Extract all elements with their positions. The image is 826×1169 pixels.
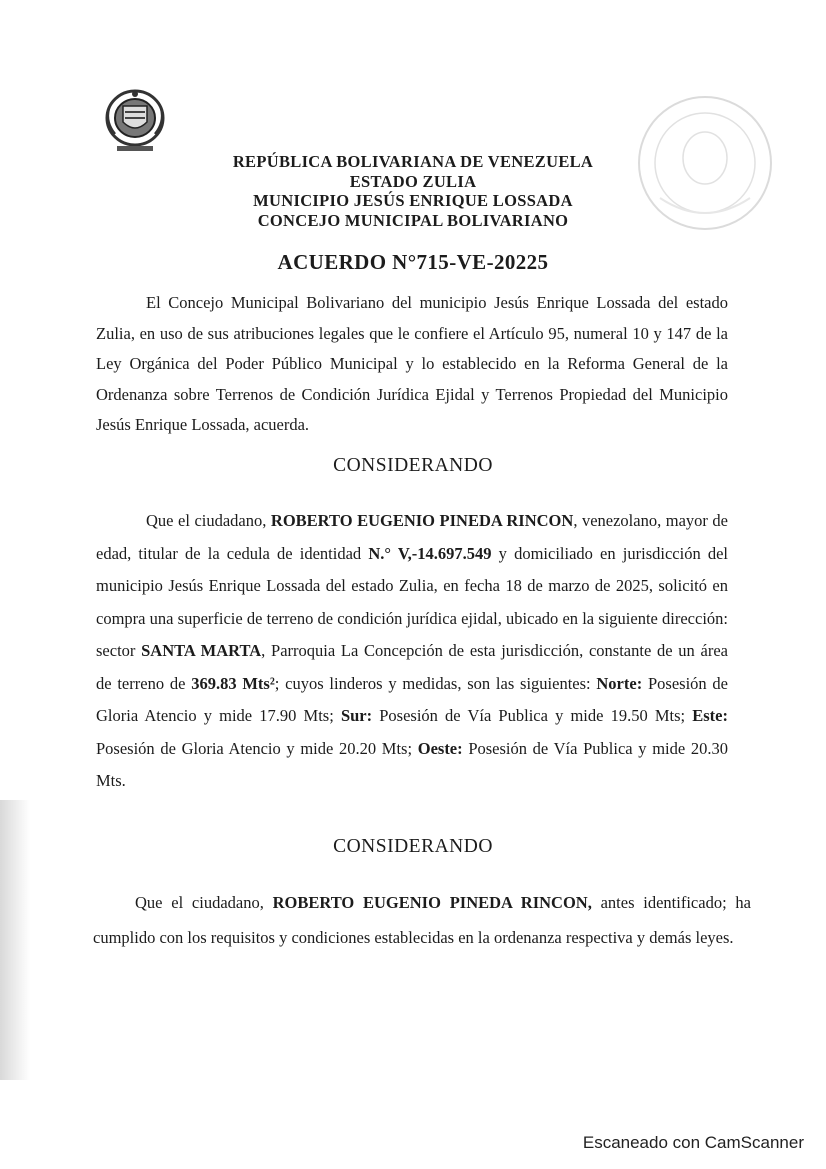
intro-text: El Concejo Municipal Bolivariano del municipio Jesús Enrique Lossada del estado Zulia, en uso de sus atribuciones legales que le confiere el Artículo 95, numeral 10 y 147 de la Ley Orgánica del Poder Público Municipal y lo establecido en la Reforma General de la Ordenanza sobre Terrenos de Condición Jurídica Ejidal y Terrenos Propiedad del Municipio Jesús Enrique Lossada, acuerda. (96, 293, 728, 434)
c1-norte-label: Norte: (596, 673, 643, 693)
c2-citizen-name: ROBERTO EUGENIO PINEDA RINCON, (272, 893, 592, 912)
c1-oeste-label: Oeste: (417, 738, 463, 758)
intro-paragraph (96, 288, 728, 441)
c1-text-2: , venezolano, mayor de edad, titular de la cedula de identidad (96, 511, 728, 563)
header-republic: REPÚBLICA BOLIVARIANA DE VENEZUELA (232, 152, 594, 171)
c1-sector: SANTA MARTA (141, 641, 262, 660)
c1-norte: Posesión de Gloria Atencio y mide 17.90 Mts; (96, 673, 728, 725)
c1-text-3: y domiciliado en jurisdicción del municipio Jesús Enrique Lossada del estado Zulia, en fecha 18 de marzo de 2025, solicitó en compra una superficie de terreno de condición jurídica ejidal, ubicado en la siguiente dirección: sector (96, 543, 729, 660)
letterhead (0, 152, 826, 230)
c1-area: 369.83 Mts² (191, 673, 275, 693)
c2-text-1: Que el ciudadano, (135, 893, 273, 912)
c2-text-2: antes identificado; ha cumplido con los requisitos y condiciones establecidas en la ordenanza respectiva y demás leyes. (93, 893, 751, 947)
header-municipality: MUNICIPIO JESÚS ENRIQUE LOSSADA (253, 191, 573, 210)
considerando-heading-2: CONSIDERANDO (333, 836, 493, 857)
considerando-heading-1: CONSIDERANDO (333, 455, 493, 476)
c1-oeste: Posesión de Vía Publica y mide 20.30 Mts. (96, 738, 728, 790)
c1-sur: Posesión de Vía Publica y mide 19.50 Mts; (372, 706, 693, 725)
c1-este-label: Este: (692, 706, 728, 725)
document-title: ACUERDO N°715-VE-20225 (277, 250, 549, 274)
considerando-paragraph-1 (96, 505, 728, 798)
c1-text-4: , Parroquia La Concepción de esta jurisdicción, constante de un área de terreno de (96, 641, 728, 693)
c1-sur-label: Sur: (340, 706, 373, 725)
c1-text-5: ; cuyos linderos y medidas, son las siguientes: (274, 673, 597, 693)
c1-text-1: Que el ciudadano, (146, 511, 271, 530)
header-state: ESTADO ZULIA (349, 171, 477, 191)
c1-citizen-name: ROBERTO EUGENIO PINEDA RINCON (270, 511, 574, 530)
scanner-watermark: Escaneado con CamScanner (582, 1133, 804, 1152)
municipal-seal-icon (103, 88, 167, 158)
c1-este: Posesión de Gloria Atencio y mide 20.20 Mts; (96, 738, 418, 758)
header-council: CONCEJO MUNICIPAL BOLIVARIANO (257, 210, 569, 230)
c1-cedula: N.° V,-14.697.549 (368, 543, 492, 563)
considerando-paragraph-2 (93, 885, 751, 955)
